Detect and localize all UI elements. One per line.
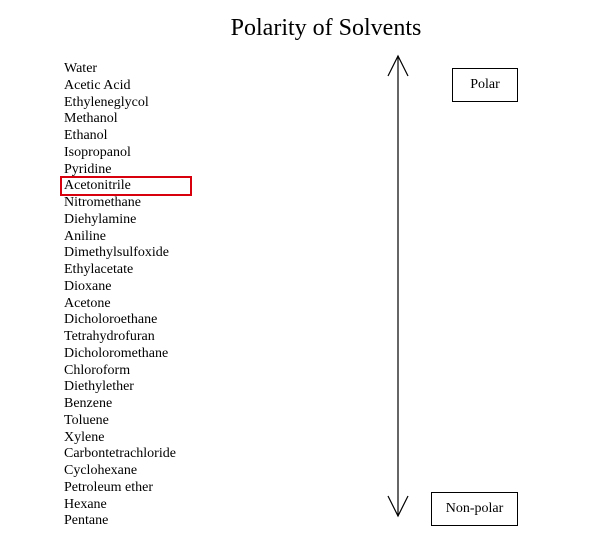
- solvent-item: Methanol: [64, 111, 118, 127]
- solvent-item: Petroleum ether: [64, 479, 154, 495]
- polarity-axis-arrow: [380, 50, 420, 525]
- solvent-item: Diehylamine: [64, 211, 137, 227]
- solvent-item: Ethylacetate: [64, 262, 134, 277]
- solvent-item: Toluene: [64, 412, 109, 428]
- solvent-item: Water: [64, 61, 98, 76]
- solvent-item: Xylene: [64, 429, 105, 445]
- diagram-title: Polarity of Solvents: [230, 15, 422, 41]
- highlight-box: [60, 176, 192, 196]
- solvent-item: Tetrahydrofuran: [64, 329, 155, 344]
- solvent-item: Nitromethane: [64, 195, 141, 210]
- solvent-item: Cyclohexane: [64, 463, 138, 478]
- solvent-item: Carbontetrachloride: [64, 446, 176, 462]
- nonpolar-label-box: Non-polar: [431, 492, 518, 526]
- solvent-item: Ethyleneglycol: [64, 94, 149, 110]
- solvent-item: Pentane: [64, 513, 109, 529]
- solvent-item: Ethanol: [64, 128, 108, 143]
- solvent-item: Benzene: [64, 396, 113, 411]
- solvent-item: Pyridine: [64, 161, 112, 177]
- solvent-item: Dicholoromethane: [64, 345, 169, 361]
- solvent-item: Diethylether: [64, 379, 134, 395]
- solvent-item: Dimethylsulfoxide: [64, 245, 169, 261]
- polar-label-box: Polar: [452, 68, 518, 102]
- solvent-item: Acetic Acid: [64, 77, 131, 93]
- solvent-item: Acetone: [64, 295, 111, 311]
- solvent-item: Aniline: [64, 228, 106, 244]
- solvent-item-highlighted: Acetonitrile: [64, 178, 131, 194]
- solvent-item: Dioxane: [64, 278, 112, 294]
- solvent-item: Dicholoroethane: [64, 312, 158, 328]
- solvent-item: Hexane: [64, 496, 107, 512]
- solvent-item: Isopropanol: [64, 144, 131, 160]
- solvent-list: [64, 61, 176, 530]
- solvent-item: Chloroform: [64, 362, 131, 378]
